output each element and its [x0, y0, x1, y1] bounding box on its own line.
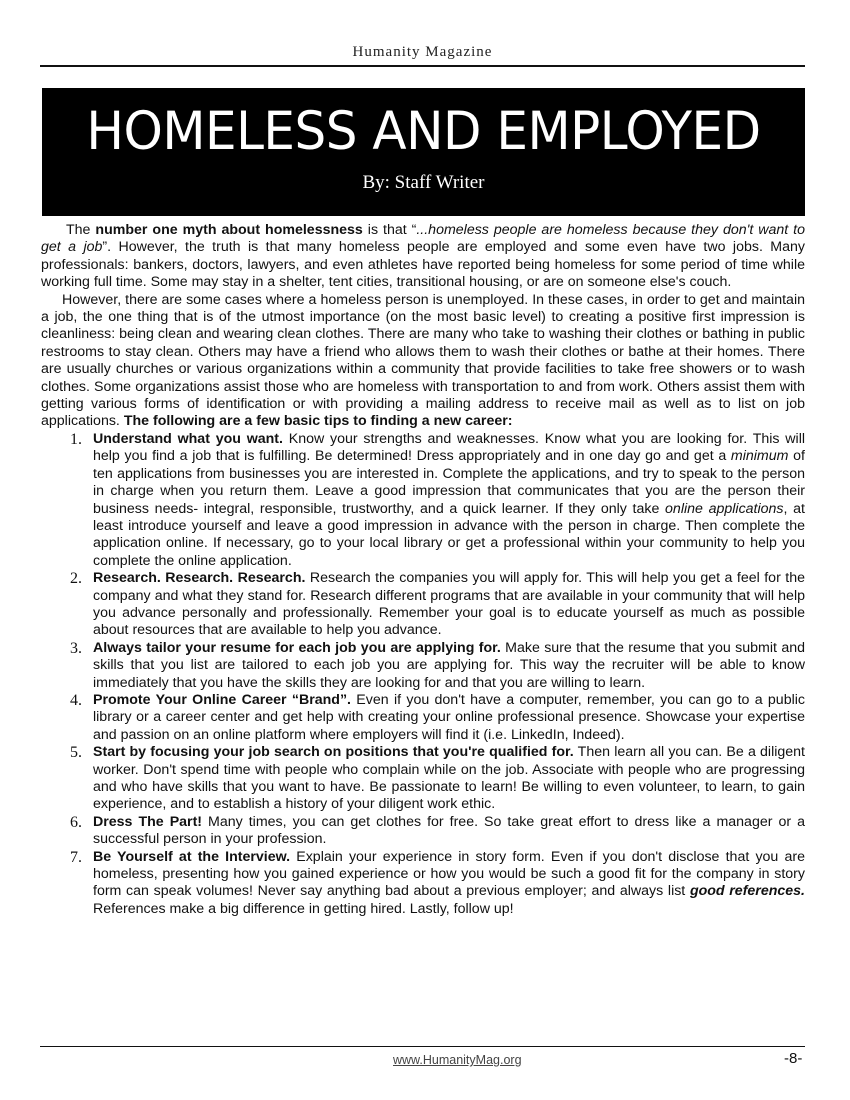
article-body	[41, 222, 805, 918]
page-number: -8-	[784, 1050, 803, 1067]
text: Even if you don't have a computer, remember, you can go to a public library or a career center and get help with creating your online professional presence. Showcase your expertise and passion on an online platform where employers will find it (i.e. LinkedIn, Indeed).	[93, 691, 805, 743]
paragraph-intro	[41, 222, 805, 292]
item-number: 5.	[70, 744, 82, 762]
tip-heading: Promote Your Online Career “Brand”.	[93, 691, 351, 708]
tips-intro: The following are a few basic tips to finding a new career:	[123, 413, 513, 430]
tip-heading: Understand what you want.	[93, 430, 283, 447]
text: Many times, you can get clothes for free. So take great effort to dress like a manager or a successful person in your profession.	[93, 813, 805, 848]
article-title: HOMELESS AND EMPLOYED	[86, 100, 761, 162]
list-item	[64, 849, 805, 919]
title-banner	[42, 88, 805, 216]
bold-italic-term: good references.	[689, 883, 805, 900]
list-item	[64, 814, 805, 849]
italic-term: online applications	[665, 500, 784, 517]
tip-heading: Dress The Part!	[93, 813, 203, 830]
text: Explain your experience in story form. Even if you don't disclose that you are homeless, presenting how you gained experience or how you would be such a good fit for the company in story form can speak volumes! Never say anything bad about a previous employer; and always list	[93, 848, 805, 900]
tip-heading: Research. Research. Research.	[93, 570, 306, 587]
tip-heading: Always tailor your resume for each job you are applying for.	[93, 639, 501, 656]
quoted-myth: ...homeless people are homeless because they don't want to get a job	[41, 222, 806, 256]
bold-phrase: number one myth about homelessness	[95, 222, 363, 238]
text: is that “	[362, 222, 417, 238]
item-number: 7.	[70, 848, 82, 866]
text: Research the companies you will apply for. This will help you get a feel for the company and what they stand for. Research different programs that are available in your community that will help you advance personally and professionally. Remember your goal is to educate yourself as much as possible about resources that are available to help you advance.	[93, 570, 805, 639]
header-rule	[40, 65, 805, 67]
text: Then learn all you can. Be a diligent worker. Don't spend time with people who complain while on the job. Associate with people who are progressing and who have skills that you want to have. Be passionate to learn! Be willing to even volunteer, to learn, to gain experience, and to establish a history of your diligent work ethic.	[93, 744, 805, 813]
list-item	[64, 640, 805, 692]
text: References make a big difference in getting hired. Lastly, follow up!	[93, 900, 514, 917]
text: ”. However, the truth is that many homeless people are employed and some even have two jobs. Many professionals: bankers, doctors, lawyers, and even athletes have reported being homeless for some period of time while working full time. Some may stay in a shelter, tent cities, transitional housing, or are on someone else's couch.	[41, 239, 805, 291]
list-item	[64, 692, 805, 744]
item-number: 1.	[70, 430, 82, 448]
text: Make sure that the resume that you submit and skills that you list are tailored to each job you are applying for. This way the recruiter will be able to know immediately that you have the skills they are looking for and that you are willing to learn.	[93, 639, 805, 691]
tip-heading: Be Yourself at the Interview.	[93, 848, 291, 865]
text: The	[66, 222, 96, 238]
text: , at least introduce yourself and leave a good impression in advance with the person in charge. Then complete the application online. If necessary, go to your local library or get a professional within your community to help you complete the online application.	[93, 500, 805, 569]
item-number: 4.	[70, 691, 82, 709]
byline: By: Staff Writer	[362, 172, 485, 193]
footer-rule	[40, 1046, 805, 1047]
text: of ten applications from businesses you are interested in. Complete the applications, and try to speak to the person in charge when you return them. Leave a good impression that communicates that you are the person their business needs- integral, responsible, trustworthy, and a quick learner. If they only take	[93, 448, 805, 517]
item-number: 6.	[70, 813, 82, 831]
tips-list	[64, 431, 805, 918]
list-item	[64, 431, 805, 570]
item-number: 3.	[70, 639, 82, 657]
list-item	[64, 570, 805, 640]
paragraph-unemployed	[41, 292, 805, 431]
item-number: 2.	[70, 570, 82, 588]
footer-website-link[interactable]: www.HumanityMag.org	[393, 1053, 522, 1067]
list-item	[64, 744, 805, 814]
magazine-name: Humanity Magazine	[352, 44, 493, 60]
text: Know your strengths and weaknesses. Know what you are looking for. This will help you find a job that is fulfilling. Be determined! Dress appropriately and in one day go and get a	[93, 430, 805, 465]
text: However, there are some cases where a homeless person is unemployed. In these cases, in order to get and maintain a job, the one thing that is of the utmost importance (on the most basic level) to creating a positive first impression is cleanliness: being clean and wearing clean clothes. There are many who take to washing their clothes or bathing in public restrooms to stay clean. Others may have a friend who allows them to wash their clothes or bathe at their homes. There are usually churches or various organizations within a community that provide facilities to take free showers or to wash clothes. Some organizations assist those who are homeless with transportation to and from work. Others assist them with getting various forms of identification or with providing a mailing address to receive mail as well as to list on job applications.	[41, 291, 805, 430]
italic-term: minimum	[730, 448, 789, 465]
tip-heading: Start by focusing your job search on positions that you're qualified for.	[93, 744, 574, 761]
